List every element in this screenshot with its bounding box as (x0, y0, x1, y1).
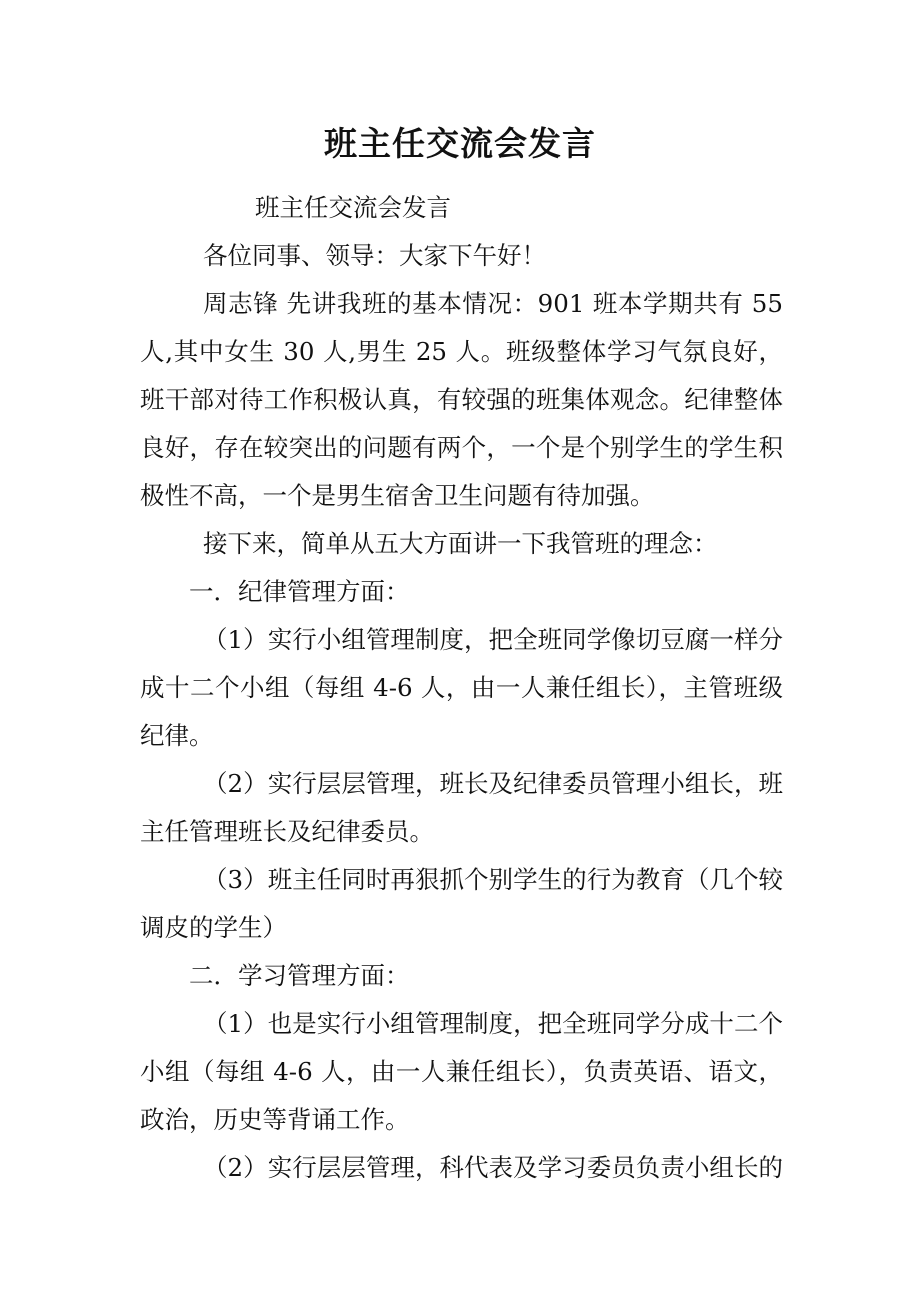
greeting-line: 各位同事、领导：大家下午好！ (203, 241, 546, 270)
paragraph-line: 成十二个小组（每组 4-6 人，由一人兼任组长），主管班级 (140, 673, 783, 702)
paragraph-line: （2）实行层层管理，科代表及学习委员负责小组长的 (203, 1153, 783, 1182)
paragraph-line: （1）实行小组管理制度，把全班同学像切豆腐一样分 (203, 625, 783, 654)
paragraph-line: 班干部对待工作积极认真，有较强的班集体观念。纪律整体 (140, 385, 783, 414)
paragraph-line: 小组（每组 4-6 人，由一人兼任组长），负责英语、语文， (140, 1057, 783, 1086)
paragraph-line: 主任管理班长及纪律委员。 (140, 817, 434, 846)
paragraph-line: 良好，存在较突出的问题有两个，一个是个别学生的学生积 (140, 433, 783, 462)
paragraph-line: 接下来，简单从五大方面讲一下我管班的理念： (203, 529, 718, 558)
section-heading: 一．纪律管理方面： (189, 577, 410, 606)
section-heading: 二．学习管理方面： (189, 961, 410, 990)
document-title: 班主任交流会发言 (324, 124, 596, 163)
paragraph-line: 政治，历史等背诵工作。 (140, 1105, 410, 1134)
paragraph-line: （2）实行层层管理，班长及纪律委员管理小组长，班 (203, 769, 783, 798)
paragraph-line: 人,其中女生 30 人,男生 25 人。班级整体学习气氛良好， (140, 337, 783, 366)
paragraph-line: 周志锋 先讲我班的基本情况：901 班本学期共有 55 (203, 289, 783, 318)
paragraph-line: 调皮的学生） (140, 913, 287, 942)
paragraph-line: 极性不高，一个是男生宿舍卫生问题有待加强。 (140, 481, 655, 510)
paragraph-line: 纪律。 (140, 721, 214, 750)
subtitle-line: 班主任交流会发言 (255, 193, 451, 222)
paragraph-line: （3）班主任同时再狠抓个别学生的行为教育（几个较 (203, 865, 783, 894)
paragraph-line: （1）也是实行小组管理制度，把全班同学分成十二个 (203, 1009, 783, 1038)
